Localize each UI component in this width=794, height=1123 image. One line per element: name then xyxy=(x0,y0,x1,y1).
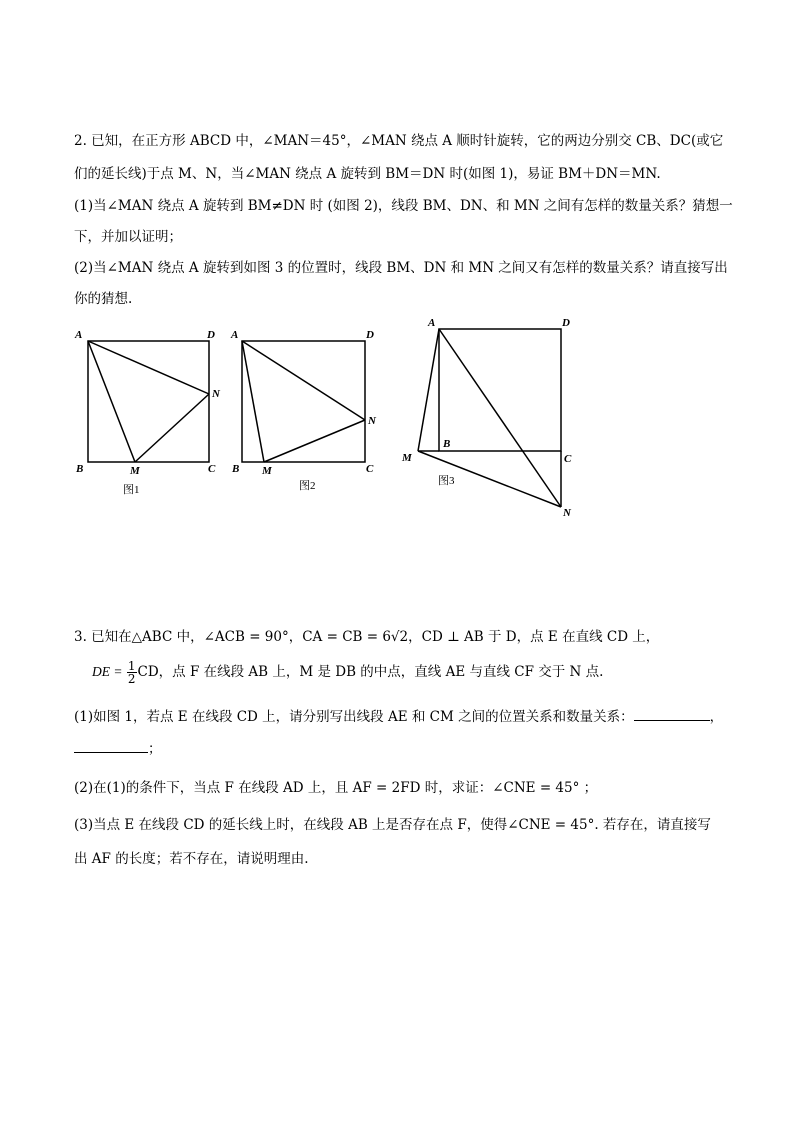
fraction-one-half: $\frac{1}{2}$ xyxy=(127,659,136,686)
fig1-caption: 图1 xyxy=(123,484,140,496)
fig1-label-D: D xyxy=(207,329,215,341)
fig2-label-D: D xyxy=(366,329,374,341)
problem2-line-1: 2. 已知，在正方形 ABCD 中，∠MAN＝45°，∠MAN 绕点 A 顺时针旋转，它的两边分别交 CB、DC(或它 xyxy=(74,133,724,149)
fig2-label-N: N xyxy=(368,415,376,427)
problem3-part1-line-2: ； xyxy=(74,738,730,758)
fig3-label-C: C xyxy=(564,453,572,465)
fig1-label-B: B xyxy=(76,463,84,475)
fig2-label-B: B xyxy=(232,463,240,475)
fig2-label-C: C xyxy=(366,463,374,475)
fig1-label-A: A xyxy=(75,329,83,341)
fig1-label-C: C xyxy=(208,463,216,475)
answer-blank-2[interactable] xyxy=(74,738,148,753)
fig3-label-N: N xyxy=(563,507,571,519)
problem2-line-2: 们的延长线)于点 M、N，当∠MAN 绕点 A 旋转到 BM＝DN 时(如图 1)，易证 BM＋DN＝MN. xyxy=(74,166,661,182)
de-prefix: DE = xyxy=(92,664,126,679)
fig1-label-M: M xyxy=(130,465,140,477)
problem2-part2-line-2: 你的猜想. xyxy=(74,291,133,307)
answer-blank-1[interactable] xyxy=(634,706,710,721)
fig3-label-M: M xyxy=(402,452,412,464)
fig2-label-M: M xyxy=(262,465,272,477)
figure-2 xyxy=(242,341,365,462)
fig3-label-B: B xyxy=(443,438,451,450)
problem2-part2-line-1: (2)当∠MAN 绕点 A 旋转到如图 3 的位置时，线段 BM、DN 和 MN 之间又有怎样的数量关系？请直接写出 xyxy=(74,260,728,276)
fig2-caption: 图2 xyxy=(299,480,316,492)
problem3-line-2 xyxy=(92,660,748,685)
fig3-label-D: D xyxy=(562,317,570,329)
fig3-caption: 图3 xyxy=(438,475,455,487)
problem3-part3-line-2: 出 AF 的长度；若不存在，请说明理由. xyxy=(74,851,309,867)
problem2-part1-line-2: 下，并加以证明； xyxy=(74,229,182,245)
fig1-label-N: N xyxy=(212,388,220,400)
fig3-label-A: A xyxy=(428,317,436,329)
problem3-line-1: 3. 已知在△ABC 中，∠ACB = 90°，CA = CB = 6√2，CD ⊥ AB 于 D，点 E 在直线 CD 上， xyxy=(74,629,660,645)
problem3-part2-line: (2)在(1)的条件下，当点 F 在线段 AD 上，且 AF = 2FD 时，求证：∠CNE = 45° ； xyxy=(74,780,598,796)
figure-1 xyxy=(88,341,209,462)
problem2-part1-line-1: (1)当∠MAN 绕点 A 旋转到 BM≠DN 时 (如图 2)，线段 BM、DN、和 MN 之间有怎样的数量关系？猜想一 xyxy=(74,198,733,214)
problem3-part1-line-1: (1)如图 1，若点 E 在线段 CD 上，请分别写出线段 AE 和 CM 之间的位置关系和数量关系： ， xyxy=(74,706,730,726)
fig2-label-A: A xyxy=(231,329,239,341)
problem3-line-2-rest: CD，点 F 在线段 AB 上，M 是 DB 的中点，直线 AE 与直线 CF 交于 N 点. xyxy=(137,664,604,680)
problem3-part3-line-1: (3)当点 E 在线段 CD 的延长线上时，在线段 AB 上是否存在点 F，使得∠CNE = 45°. 若存在，请直接写 xyxy=(74,817,711,833)
